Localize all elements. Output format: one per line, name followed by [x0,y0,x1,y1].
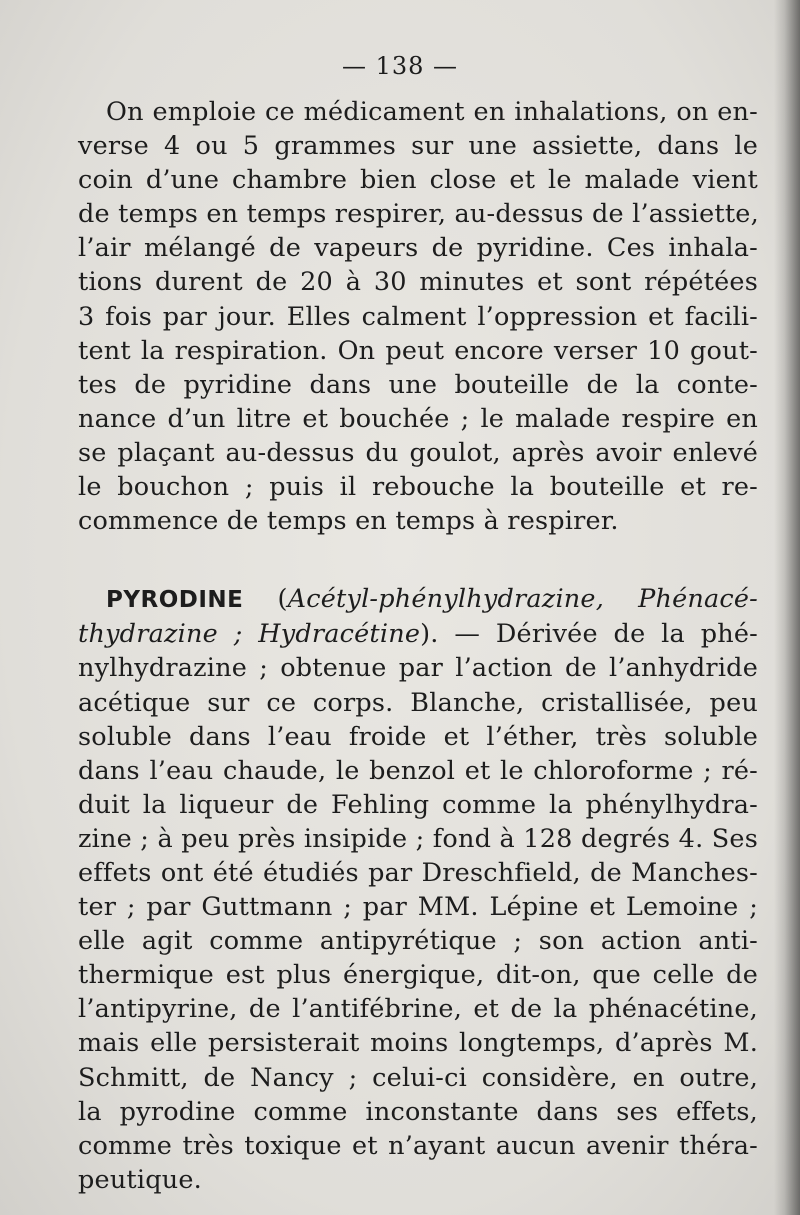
entry-headword: PYRODINE [106,587,244,614]
text-line: Schmitt, de Nancy ; celui-ci considère, en outre, [78,1062,758,1093]
text-line: 3 fois par jour. Elles calment l’oppression et facili- [78,301,758,332]
text-line: thermique est plus énergique, dit-on, que celle de [78,960,758,991]
text-line: l’antipyrine, de l’antifébrine, et de la phénacétine, [78,994,758,1025]
entry-pyrodine [78,582,758,1197]
text-line: tes de pyridine dans une bouteille de la conte- [78,369,758,400]
text-line: se plaçant au-dessus du goulot, après avoir enlevé [78,437,758,468]
text-line: peutique. [78,1164,202,1195]
text-line: mais elle persisterait moins longtemps, d’après M. [78,1028,758,1059]
text-line: verse 4 ou 5 grammes sur une assiette, dans le [78,131,758,162]
text-line: tions durent de 20 à 30 minutes et sont répétées [78,267,758,298]
text-line: ter ; par Guttmann ; par MM. Lépine et Lemoine ; [78,892,758,923]
text-line: effets ont été étudiés par Dreschfield, de Manches- [78,857,758,888]
entry-first-line [78,582,758,617]
page-spine-shadow [774,0,800,1215]
text-line: la pyrodine comme inconstante dans ses effets, [78,1096,758,1127]
text-line: zine ; à peu près insipide ; fond à 128 degrés 4. Ses [78,823,758,854]
text-line: On emploie ce médicament en inhalations, on en- [106,97,758,127]
text-line: duit la liqueur de Fehling comme la phénylhydra- [78,789,758,820]
text-line: elle agit comme antipyrétique ; son action anti- [78,926,758,957]
paragraph-inhalation [78,95,758,538]
text-line: tent la respiration. On peut encore verser 10 gout- [78,335,758,366]
text-line: l’air mélangé de vapeurs de pyridine. Ces inhala- [78,233,758,264]
text-line: dans l’eau chaude, le benzol et le chloroforme ; ré- [78,755,758,786]
text-line: comme très toxique et n’ayant aucun avenir théra- [78,1130,758,1161]
text-line: coin d’une chambre bien close et le malade vient [78,165,758,196]
paragraph-gap [78,538,758,582]
text-line: soluble dans l’eau froide et l’éther, très soluble [78,721,758,752]
entry-definition-start: ). — Dérivée de la phé- [420,619,758,650]
open-paren: ( [243,584,288,615]
text-line: nance d’un litre et bouchée ; le malade respire en [78,403,758,434]
entry-synonyms-2: thydrazine ; Hydracétine [78,619,421,650]
entry-synonyms-1: Acétyl-phénylhydrazine, Phénacé- [287,584,758,615]
text-line: nylhydrazine ; obtenue par l’action de l’anhydride [78,653,758,684]
entry-second-line [78,617,758,651]
text-line: commence de temps en temps à respirer. [78,506,619,537]
page-number: — 138 — [341,52,459,80]
text-line: acétique sur ce corps. Blanche, cristallisée, peu [78,687,758,718]
page-body [78,95,758,1197]
text-line: de temps en temps respirer, au-dessus de l’assiette, [78,199,759,230]
text-line: le bouchon ; puis il rebouche la bouteille et re- [78,472,758,503]
